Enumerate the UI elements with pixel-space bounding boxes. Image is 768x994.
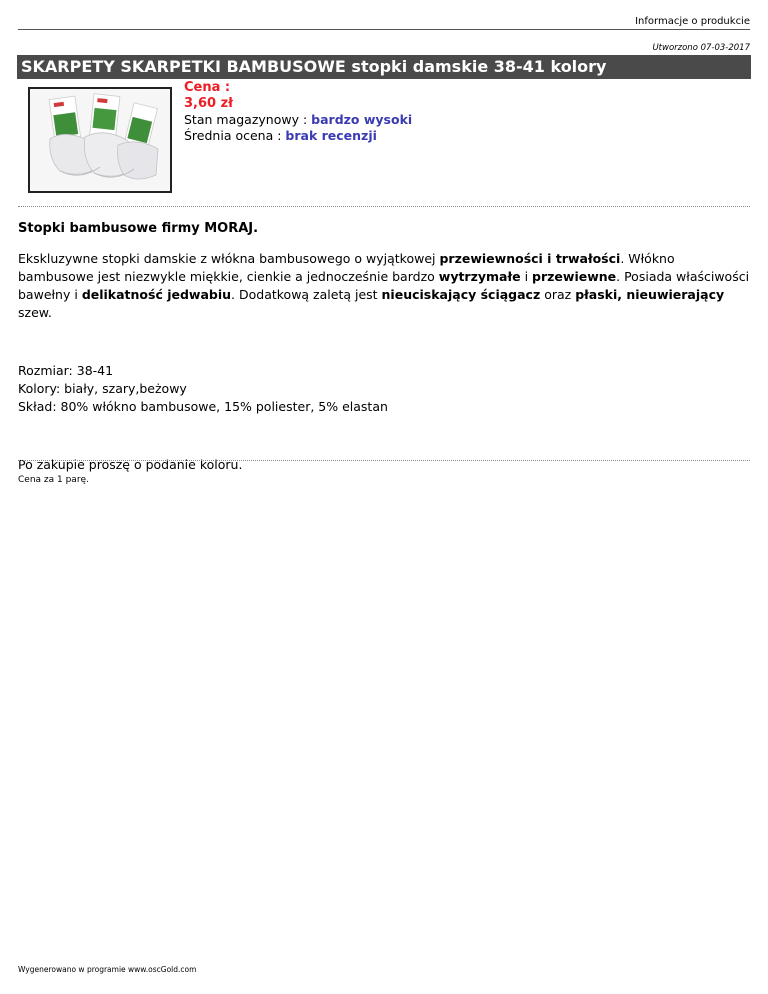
rating-row [184, 128, 412, 144]
product-specs [18, 362, 750, 416]
price-per-pair-note: Cena za 1 parę. [18, 475, 89, 485]
desc-segment: szew. [18, 305, 52, 320]
desc-segment-bold: wytrzymałe [438, 269, 521, 284]
footer-generated: Wygenerowano w programie www.oscGold.com [18, 965, 197, 974]
desc-segment: . Posiada właściwości bawełny i [18, 269, 750, 302]
created-date: Utworzono 07-03-2017 [652, 43, 750, 53]
sock-package-photo-icon [28, 87, 172, 193]
spec-size: Rozmiar: 38-41 [18, 363, 114, 378]
divider-bottom [18, 460, 750, 461]
desc-segment-bold: nieuciskający ściągacz [381, 287, 541, 302]
desc-segment-bold: przewiewności i trwałości [439, 251, 621, 266]
description-heading: Stopki bambusowe firmy MORAJ. [18, 221, 259, 236]
color-request-note: Po zakupie proszę o podanie koloru. [18, 457, 243, 472]
rating-label: Średnia ocena : [184, 128, 286, 143]
desc-segment: i [520, 269, 533, 284]
desc-segment: oraz [540, 287, 576, 302]
product-description [18, 214, 750, 486]
rating-value: brak recenzji [285, 128, 377, 143]
section-title: Informacje o produkcie [635, 16, 750, 27]
section-header [18, 14, 750, 30]
desc-segment: . Włókno bambusowe jest niezwykle miękkie, cienkie a jednocześnie bardzo [18, 251, 675, 284]
description-paragraph [18, 250, 750, 322]
stock-row [184, 112, 412, 128]
desc-segment-bold: delikatność jedwabiu [81, 287, 232, 302]
price-label: Cena : [184, 80, 231, 95]
divider-top [18, 206, 750, 207]
price-value: 3,60 zł [184, 96, 233, 111]
desc-segment: . Dodatkową zaletą jest [231, 287, 382, 302]
desc-segment-bold: płaski, nieuwierający [575, 287, 725, 302]
stock-label: Stan magazynowy : [184, 112, 312, 127]
spec-colors: Kolory: biały, szary,beżowy [18, 381, 187, 396]
product-info [184, 80, 412, 144]
stock-value: bardzo wysoki [311, 112, 413, 127]
desc-segment-bold: przewiewne [532, 269, 617, 284]
desc-segment: Ekskluzywne stopki damskie z włókna bambusowego o wyjątkowej [18, 251, 440, 266]
spec-composition: Skład: 80% włókno bambusowe, 15% poliester, 5% elastan [18, 399, 388, 414]
product-title: SKARPETY SKARPETKI BAMBUSOWE stopki damskie 38-41 kolory [17, 55, 751, 79]
